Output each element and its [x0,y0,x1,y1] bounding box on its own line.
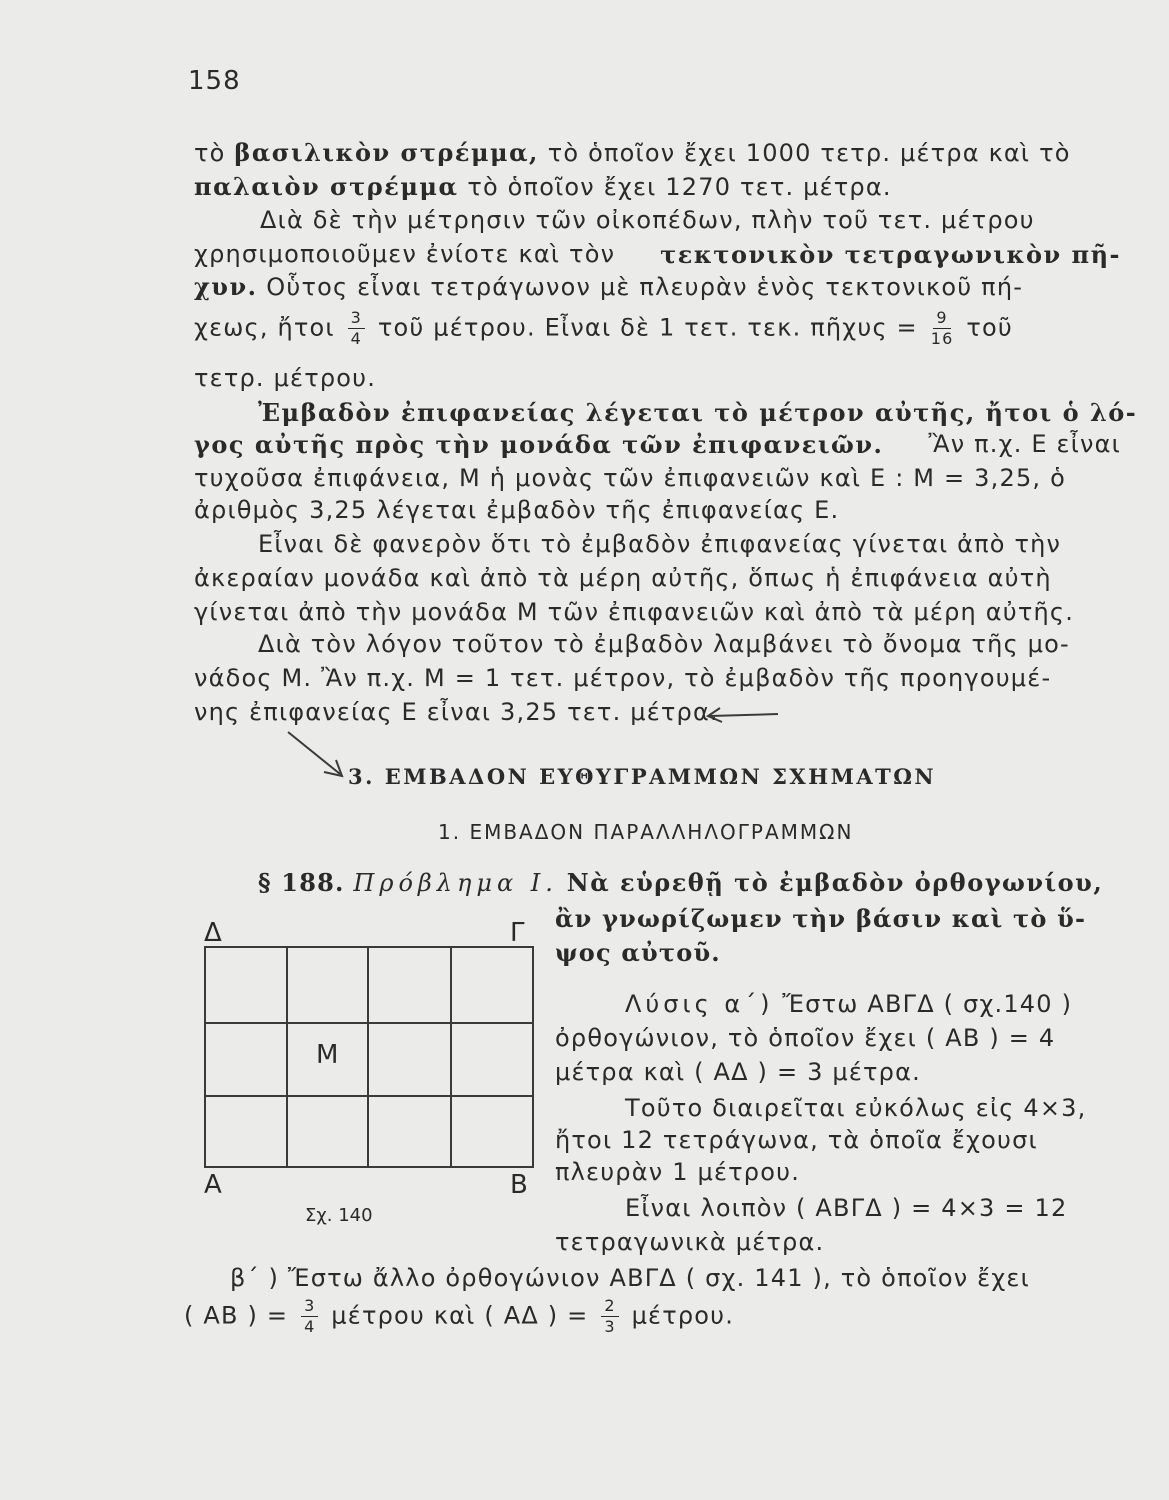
bold-term: βασιλικὸν στρέμμα, [234,138,539,167]
handwritten-arrow-icon [284,728,350,784]
text-line: Τοῦτο διαιρεῖται εὐκόλως εἰς 4×3, [625,1094,1087,1122]
text-line: τετρ. μέτρου. [194,364,377,392]
cell-label: Μ [316,1040,339,1070]
bold-term: παλαιὸν στρέμμα [194,172,459,201]
text-line: νάδος Μ. Ἂν π.χ. Μ = 1 τετ. μέτρον, τὸ ἐμβαδὸν τῆς προηγουμέ- [194,664,1052,692]
text-line: μέτρα καὶ ( ΑΔ ) = 3 μέτρα. [555,1058,921,1086]
vertex-label: Γ [510,918,525,948]
subsection-heading: 1. ΕΜΒΑΔΟΝ ΠΑΡΑΛΛΗΛΟΓΡΑΜΜΩΝ [438,820,854,844]
text-line: ἀκεραίαν μονάδα καὶ ἀπὸ τὰ μέρη αὐτῆς, ὅπως ἡ ἐπιφάνεια αὐτὴ [194,564,1052,592]
text-line: τυχοῦσα ἐπιφάνεια, Μ ἡ μονὰς τῶν ἐπιφανειῶν καὶ Ε : Μ = 3,25, ὁ [194,464,1066,492]
text-line: Λύσις α΄) Ἔστω ΑΒΓΔ ( σχ.140 ) [625,990,1073,1018]
fraction: $\frac{2}{3}$ [601,1298,618,1335]
fraction: $\frac{3}{4}$ [301,1298,318,1335]
text-line: τετραγωνικὰ μέτρα. [555,1228,825,1256]
bold-definition: Ἐμβαδὸν ἐπιφανείας λέγεται τὸ μέτρον αὐτῆς, ἤτοι ὁ λό- [258,398,1138,427]
text-line: ἀριθμὸς 3,25 λέγεται ἐμβαδὸν τῆς ἐπιφανείας Ε. [194,496,840,524]
bold-term: χυν. [194,272,258,301]
page-number: 158 [188,66,241,96]
vertex-label: Β [510,1170,528,1200]
figure-caption: Σχ. 140 [305,1205,373,1226]
text-line: Εἶναι λοιπὸν ( ΑΒΓΔ ) = 4×3 = 12 [625,1194,1068,1222]
text-line: β΄ ) Ἔστω ἄλλο ὀρθογώνιον ΑΒΓΔ ( σχ. 141 ), τὸ ὁποῖον ἔχει [230,1264,1030,1292]
text-line: παλαιὸν στρέμμα τὸ ὁποῖον ἔχει 1270 τετ. μέτρα. [194,172,892,201]
text-line: γίνεται ἀπὸ τὴν μονάδα Μ τῶν ἐπιφανειῶν καὶ ἀπὸ τὰ μέρη αὐτῆς. [194,598,1075,626]
text-line: νης ἐπιφανείας Ε εἶναι 3,25 τετ. μέτρα. [194,698,719,726]
text-line: γος αὐτῆς πρὸς τὴν μονάδα τῶν ἐπιφανειῶν. Ἂν π.χ. Ε εἶναι [194,430,1121,459]
text-line: χυν. Οὗτος εἶναι τετράγωνον μὲ πλευρὰν ἑνὸς τεκτονικοῦ πή- [194,272,1024,301]
text-line: χρησιμοποιοῦμεν ἐνίοτε καὶ τὸν τεκτονικὸν τετραγωνικὸν πῆ- [194,240,1121,269]
text-line: ( ΑΒ ) = $\frac{3}{4}$ μέτρου καὶ ( ΑΔ ) = $\frac{2}{3}$ μέτρου. [184,1296,735,1336]
text-line: ὀρθογώνιον, τὸ ὁποῖον ἔχει ( ΑΒ ) = 4 [555,1024,1056,1052]
handwritten-arrow-icon [700,702,790,726]
problem-title: ἂν γνωρίζωμεν τὴν βάσιν καὶ τὸ ὕ- [555,904,1087,933]
bold-term: γος αὐτῆς πρὸς τὴν μονάδα τῶν ἐπιφανειῶν. [194,430,884,459]
vertex-label: Α [204,1170,222,1200]
rectangle-grid-figure [204,946,534,1168]
problem-heading: § 188. Πρόβλημα Ι. Νὰ εὑρεθῇ τὸ ἐμβαδὸν ὀρθογωνίου, [258,868,1104,897]
text-line: Εἶναι δὲ φανερὸν ὅτι τὸ ἐμβαδὸν ἐπιφανείας γίνεται ἀπὸ τὴν [258,530,1062,558]
fraction: $\frac{9}{16}$ [930,308,954,348]
text-line: χεως, ἤτοι $\frac{3}{4}$ τοῦ μέτρου. Εἶναι δὲ 1 τετ. τεκ. πῆχυς = $\frac{9}{16}$ τοῦ [194,308,1013,348]
section-heading: 3. ΕΜΒΑΔΟΝ ΕΥΘΥΓΡΑΜΜΩΝ ΣΧΗΜΑΤΩΝ [348,764,937,789]
text-line: ἤτοι 12 τετράγωνα, τὰ ὁποῖα ἔχουσι [555,1126,1038,1154]
problem-title: ψος αὐτοῦ. [555,938,721,967]
text-line: Διὰ δὲ τὴν μέτρησιν τῶν οἰκοπέδων, πλὴν τοῦ τετ. μέτρου [260,206,1035,234]
text-line: πλευρὰν 1 μέτρου. [555,1158,801,1186]
vertex-label: Δ [204,918,222,948]
fraction: $\frac{3}{4}$ [348,310,365,347]
text-line: τὸ βασιλικὸν στρέμμα, τὸ ὁποῖον ἔχει 1000 τετρ. μέτρα καὶ τὸ [194,138,1071,167]
problem-title: Νὰ εὑρεθῇ τὸ ἐμβαδὸν ὀρθογωνίου, [566,868,1104,897]
text-line: Διὰ τὸν λόγον τοῦτον τὸ ἐμβαδὸν λαμβάνει τὸ ὄνομα τῆς μο- [258,630,1070,658]
bold-term: τεκτονικὸν τετραγωνικὸν πῆ- [660,240,1121,269]
